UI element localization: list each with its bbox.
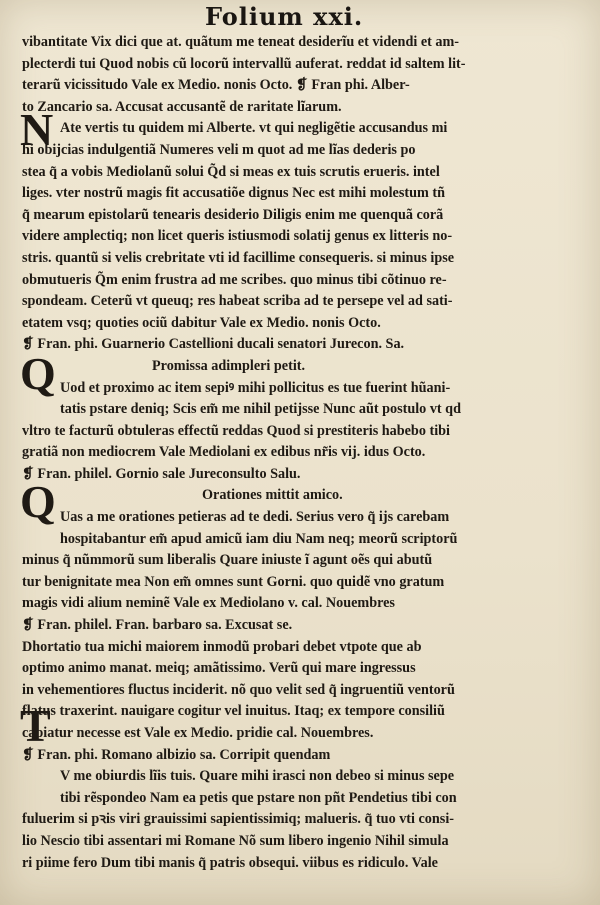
text-line: q̃ mearum epistolarũ tenearis desiderio Diligis enim me quenquã corã	[22, 206, 444, 223]
text-line: vibantitate Vix dici que at. quãtum me teneat desiderĩu et videndi et am-	[22, 34, 460, 50]
text-line: V me obiurdis lĩis tuis. Quare mihi irasci non debeo si minus sepe	[60, 768, 455, 785]
drop-cap-q-second: Q	[20, 476, 56, 527]
text-line: Dhortatio tua michi maiorem inmodũ probari debet vtpote que ab	[22, 638, 422, 655]
text-line: obmutueris Q̃m enim frustra ad me scribes. quo minus tibi cõtinuo re-	[22, 271, 447, 288]
text-line: to Zancario sa. Accusat accusantẽ de raritate lĩarum.	[22, 98, 342, 115]
text-line: tibi rẽspondeo Nam ea petis que pstare non pñt Pendetius tibi con	[60, 789, 457, 806]
text-line: hi obijcias indulgentiã Numeres veli m quot ad me lĩas dederis po	[22, 141, 416, 158]
text-line: terarũ vicissitudo Vale ex Medio. nonis Octo. ❡ Fran phi. Alber-	[22, 77, 410, 94]
text-line: optimo animo manat. meiq; amãtissimo. Verũ qui mare ingressus	[22, 660, 416, 677]
text-line: ❡ Fran. philel. Fran. barbaro sa. Excusat se.	[22, 617, 293, 634]
text-line: videre amplectiq; non licet queris istiusmodi solatij genus ex litteris no-	[22, 228, 453, 245]
text-line: tatis pstare deniq; Scis em̃ me nihil petijsse Nunc aũt postulo vt qd	[60, 401, 461, 418]
text-line: Orationes mittit amico.	[202, 487, 343, 504]
text-line: ri piime fero Dum tibi manis q̃ patris obsequi. viibus es ridiculo. Vale	[22, 854, 438, 871]
text-line: flatus traxerint. nauigare cogitur vel inuitus. Itaq; ex tempore consiliũ	[22, 703, 445, 720]
text-line: capiatur necesse est Vale ex Medio. pridie cal. Nouembres.	[22, 725, 374, 741]
text-line: ❡ Fran. phi. Romano albizio sa. Corripit quendam	[22, 746, 331, 763]
text-line: hospitabantur em̃ apud amicũ iam diu Nam neq; meorũ scriptorũ	[60, 530, 458, 547]
text-line: Ate vertis tu quidem mi Alberte. vt qui negligẽtie accusandus mi	[60, 120, 448, 137]
text-line: fuluerim si pꝛis viri grauissimi sapientissimiq; malueris. q̃ tuo vti consi-	[22, 811, 454, 828]
text-line: Promissa adimpleri petit.	[152, 357, 306, 374]
text-line: gratiã non mediocrem Vale Mediolani ex edibus nr̃is vij. idus Octo.	[22, 444, 426, 461]
text-line: plecterdi tui Quod nobis cũ locorũ intervallũ auferat. reddat id saltem lit-	[22, 55, 466, 72]
text-line: Uas a me orationes petieras ad te dedi. Serius vero q̃ ijs carebam	[60, 509, 450, 526]
drop-cap-n: N	[20, 104, 54, 155]
drop-cap-q-first: Q	[20, 348, 56, 399]
text-line: tur benignitate mea Non em̃ omnes sunt Gorni. quo quidẽ vno gratum	[22, 573, 445, 590]
text-line: magis vidi alium neminẽ Vale ex Mediolano v. cal. Nouembres	[22, 595, 395, 612]
text-line: minus q̃ nũmmorũ sum liberalis Quare iniuste ĩ agunt oẽs qui abutũ	[22, 552, 433, 569]
drop-cap-t: T	[20, 700, 51, 751]
text-line: stea q̃ a vobis Mediolanũ solui Q̃d si meas ex tuis scrutis erueris. intel	[22, 163, 440, 180]
text-line: Uod et proximo ac item sepiꝰ mihi pollicitus es tue fuerint hũani-	[60, 379, 451, 396]
text-line: spondeam. Ceterũ vt queuq; res habeat scriba ad te persepe vel ad sati-	[22, 293, 453, 310]
text-line: vltro te facturũ obtuleras effectũ reddas Quod si prestiteris habebo tibi	[22, 422, 450, 439]
text-line: etatem vsq; quoties ociũ dabitur Vale ex Medio. nonis Octo.	[22, 314, 381, 331]
text-line: in vehementiores fluctus inciderit. nõ quo velit sed q̃ ingruentiũ ventorũ	[22, 681, 455, 698]
text-line: ❡ Fran. philel. Gornio sale Jureconsulto Salu.	[22, 465, 301, 482]
text-line: ❡ Fran. phi. Guarnerio Castellioni ducali senatori Jurecon. Sa.	[22, 336, 405, 353]
text-line: lio Nescio tibi assentari mi Romane Nõ sum libero ingenio Nihil simula	[22, 832, 449, 849]
body-text	[22, 32, 582, 874]
text-line: stris. quantũ si velis crebritate vti id facillime consequeris. si minus ipse	[22, 249, 455, 266]
text-line: liges. vter nostrũ magis fit accusatiõe dignus Nec est mihi molestum tñ	[22, 185, 445, 202]
folio-header: Folium xxi.	[205, 2, 364, 31]
